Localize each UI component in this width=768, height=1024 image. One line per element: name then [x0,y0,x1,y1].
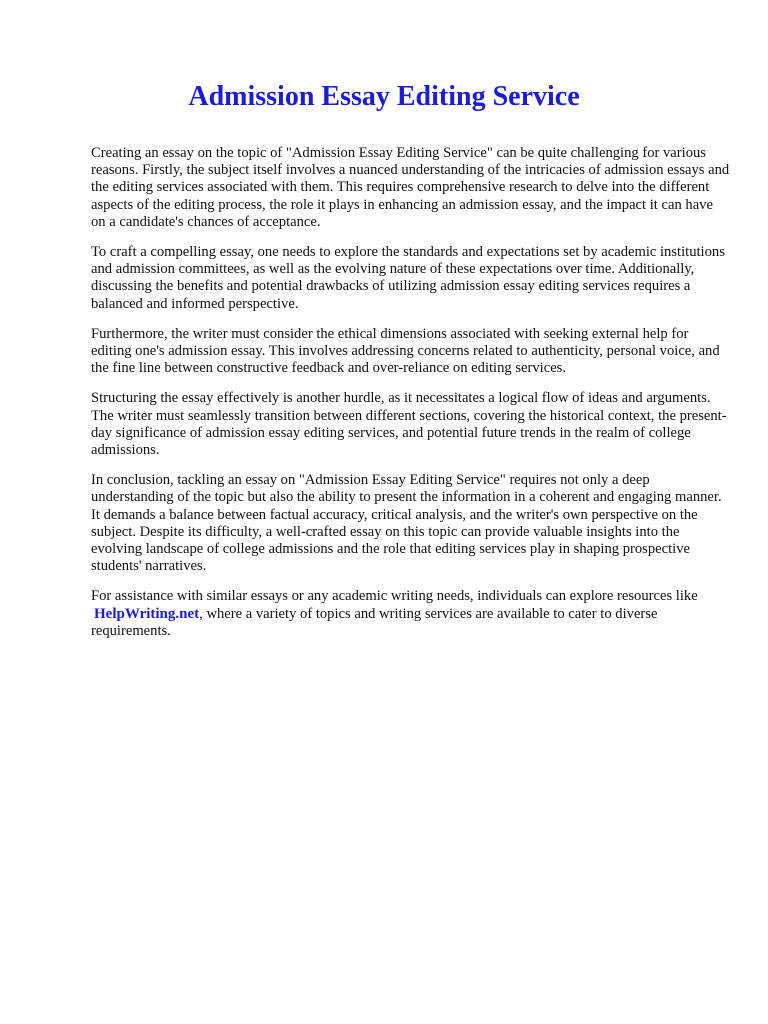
paragraph-5: In conclusion, tackling an essay on "Admission Essay Editing Service" requires not only a deep understanding of the topic but also the ability to present the information in a coherent and engaging manner. It demands a balance between factual accuracy, critical analysis, and the writer's own perspective on the subject. Despite its difficulty, a well-crafted essay on this topic can provide valuable insights into the evolving landscape of college admissions and the role that editing services play in shaping prospective students' narratives. [91,472,722,575]
paragraph-4: Structuring the essay effectively is another hurdle, as it necessitates a logical flow of ideas and arguments. The writer must seamlessly transition between different sections, covering the historical context, the present-day significance of admission essay editing services, and potential future trends in the realm of college admissions. [91,390,727,459]
paragraph-6-after-link: , where a variety of topics and writing services are available to cater to diverse requirements. [91,605,658,639]
paragraph-3: Furthermore, the writer must consider the ethical dimensions associated with seeking external help for editing one's admission essay. This involves addressing concerns related to authenticity, personal voice, and the fine line between constructive feedback and over-reliance on editing services. [91,325,720,377]
paragraph-2: To craft a compelling essay, one needs to explore the standards and expectations set by academic institutions and admission committees, as well as the evolving nature of these expectations over time. Additionally, discussing the benefits and potential drawbacks of utilizing admission essay editing services requires a balanced and informed perspective. [91,244,725,312]
page-title: Admission Essay Editing Service [188,81,580,112]
paragraph-6 [91,588,731,640]
essay-body [91,145,731,653]
helpwriting-link[interactable]: HelpWriting.net [94,605,200,622]
paragraph-1: Creating an essay on the topic of "Admission Essay Editing Service" can be quite challenging for various reasons. Firstly, the subject itself involves a nuanced understanding of the intricacies of admission essays and the editing services associated with them. This requires comprehensive research to delve into the different aspects of the editing process, the role it plays in enhancing an admission essay, and the impact it can have on a candidate's chances of acceptance. [91,145,730,230]
paragraph-6-before-link: For assistance with similar essays or any academic writing needs, individuals can explore resources like [91,588,698,605]
